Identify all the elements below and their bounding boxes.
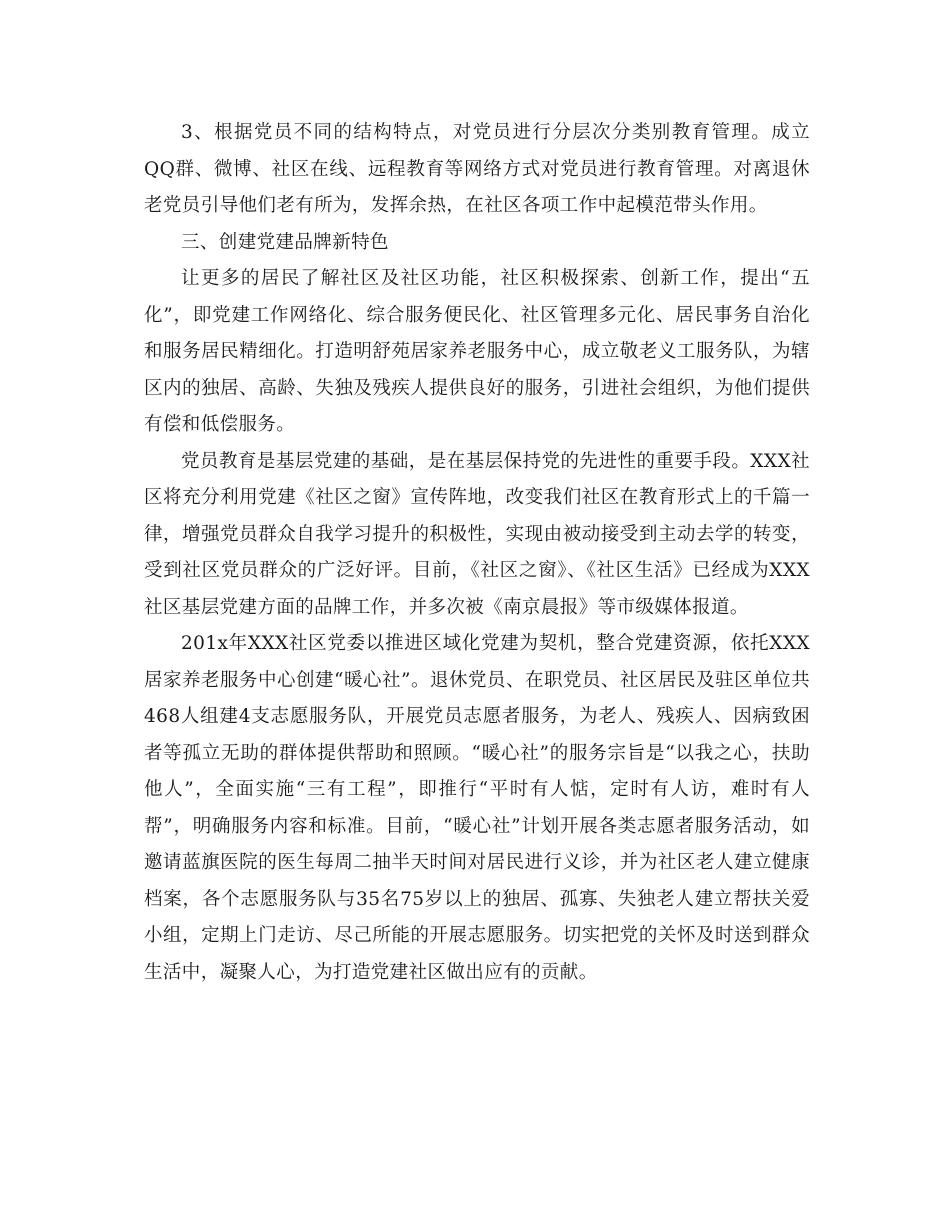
- paragraph-party-member-education: 党员教育是基层党建的基础，是在基层保持党的先进性的重要手段。XXX社区将充分利用党建《社区之窗》宣传阵地，改变我们社区在教育形式上的千篇一律，增强党员群众自我学习提升的积极性，实现由被动接受到主动去学的转变，受到社区党员群众的广泛好评。目前，《社区之窗》、《社区生活》已经成为XXX社区基层党建方面的品牌工作，并多次被《南京晨报》等市级媒体报道。: [144, 450, 810, 618]
- document-body: [144, 115, 810, 991]
- paragraph-five-modernizations: 让更多的居民了解社区及社区功能，社区积极探索、创新工作，提出“五化”，即党建工作网络化、综合服务便民化、社区管理多元化、居民事务自治化和服务居民精细化。打造明舒苑居家养老服务中心，成立敬老义工服务队，为辖区内的独居、高龄、失独及残疾人提供良好的服务，引进社会组织，为他们提供有偿和低偿服务。: [144, 268, 810, 435]
- section-heading-party-brand: 三、创建党建品牌新特色: [181, 231, 389, 253]
- paragraph-warm-heart-society: 201x年XXX社区党委以推进区域化党建为契机，整合党建资源，依托XXX居家养老服务中心创建“暖心社”。退休党员、在职党员、社区居民及驻区单位共468人组建4支志愿服务队，开展党员志愿者服务，为老人、残疾人、因病致困者等孤立无助的群体提供帮助和照顾。“暖心社”的服务宗旨是“以我之心，扶助他人”，全面实施“三有工程”，即推行“平时有人惦，定时有人访，难时有人帮”，明确服务内容和标准。目前，“暖心社”计划开展各类志愿者服务活动，如邀请蓝旗医院的医生每周二抽半天时间对居民进行义诊，并为社区老人建立健康档案，各个志愿服务队与35名75岁以上的独居、孤寡、失独老人建立帮扶关爱小组，定期上门走访、尽己所能的开展志愿服务。切实把党的关怀及时送到群众生活中，凝聚人心，为打造党建社区做出应有的贡献。: [144, 633, 810, 983]
- paragraph-structure-education: 3、根据党员不同的结构特点，对党员进行分层次分类别教育管理。成立QQ群、微博、社区在线、远程教育等网络方式对党员进行教育管理。对离退休老党员引导他们老有所为，发挥余热，在社区各项工作中起模范带头作用。: [144, 122, 810, 216]
